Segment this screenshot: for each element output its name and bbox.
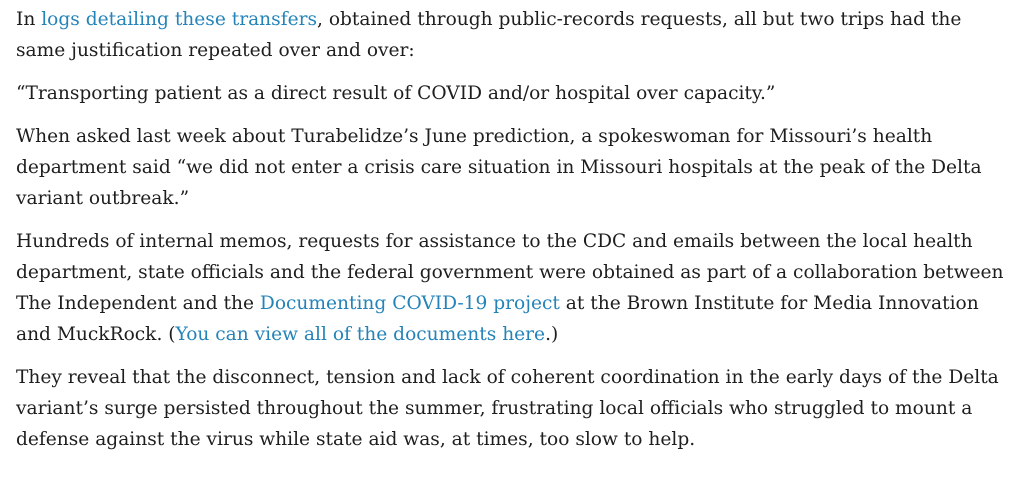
documenting-covid-project-link[interactable]: Documenting COVID-19 project (259, 293, 560, 314)
paragraph-text: In (16, 9, 42, 30)
paragraph-transfer-quote: “Transporting patient as a direct result of COVID and/or hospital over capacity.” (16, 83, 776, 104)
article-body (16, 4, 1006, 467)
paragraph-text: , obtained through public-records requests, all but two trips had the same justification repeated over and over: (16, 9, 962, 61)
paragraph-transfer-logs (16, 4, 1006, 66)
paragraph-text: Hundreds of internal memos, requests for assistance to the CDC and emails between the local health department, state officials and the federal government were obtained as part of a collaboration between The Independent and the (16, 231, 1004, 314)
paragraph-delta-surge-findings: They reveal that the disconnect, tension and lack of coherent coordination in the early days of the Delta variant’s surge persisted throughout the summer, frustrating local officials who struggled to mount a defense against the virus while state aid was, at times, too slow to help. (16, 367, 999, 450)
view-all-documents-link[interactable]: You can view all of the documents here (175, 324, 546, 345)
paragraph-text: at the Brown Institute for Media Innovation and MuckRock. ( (16, 293, 979, 345)
paragraph-text: .) (545, 324, 559, 345)
paragraph-health-department-statement: When asked last week about Turabelidze’s June prediction, a spokeswoman for Missouri’s health department said “we did not enter a crisis care situation in Missouri hospitals at the peak of the Delta variant outbreak.” (16, 126, 982, 209)
paragraph-documents-collaboration (16, 226, 1006, 350)
logs-detailing-transfers-link[interactable]: logs detailing these transfers (41, 9, 318, 30)
